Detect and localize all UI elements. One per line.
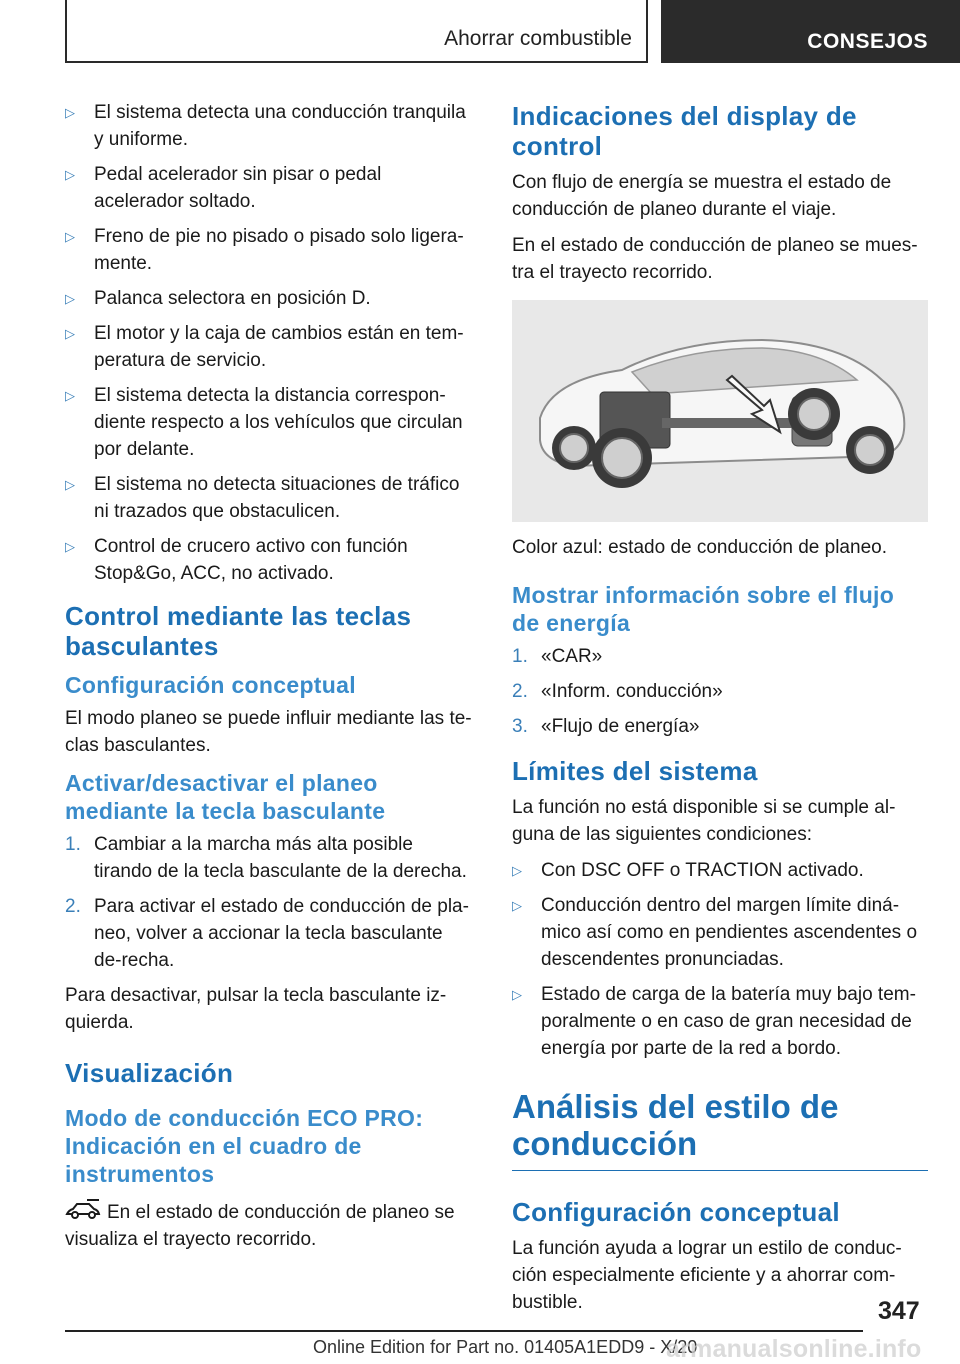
list-item: 2. Para activar el estado de conducción de pla‐neo, volver a accionar la tecla basculante de‐recha. bbox=[65, 896, 469, 971]
image-caption: Color azul: estado de conducción de planeo. bbox=[512, 537, 887, 558]
list-item: ▷ Estado de carga de la batería muy bajo tem‐poralmente o en caso de gran necesidad de energía por parte de la red a bordo. bbox=[512, 981, 928, 1062]
paragraph-config: El modo planeo se puede influir mediante las te‐clas basculantes. bbox=[65, 708, 472, 756]
list-item: 1. Cambiar a la marcha más alta posible tirando de la tecla basculante de la derecha. bbox=[65, 834, 467, 882]
heading-config-conceptual-2: Configuración conceptual bbox=[512, 1197, 840, 1227]
triangle-bullet-icon: ▷ bbox=[65, 539, 75, 554]
list-item: ▷ El motor y la caja de cambios están en tem‐peratura de servicio. bbox=[65, 320, 475, 374]
left-column bbox=[65, 99, 475, 1262]
paragraph-trayecto: En el estado de conducción de planeo se mues‐tra el trayecto recorrido. bbox=[512, 235, 918, 283]
steps-list bbox=[65, 831, 475, 974]
triangle-bullet-icon: ▷ bbox=[65, 291, 75, 306]
footer-divider bbox=[65, 1330, 863, 1332]
list-item: ▷ Con DSC OFF o TRACTION activado. bbox=[512, 857, 928, 884]
paragraph-flujo: Con flujo de energía se muestra el estado de conducción de planeo durante el viaje. bbox=[512, 172, 892, 220]
edition-note: Online Edition for Part no. 01405A1EDD9 - X/20 bbox=[313, 1337, 698, 1357]
list-item: 2. «Inform. conducción» bbox=[512, 681, 723, 702]
heading-eco-pro: Modo de conducción ECO PRO: Indicación en el cuadro de instrumentos bbox=[65, 1105, 424, 1187]
heading-analisis-estilo: Análisis del estilo de conducción bbox=[512, 1088, 928, 1171]
heading-config-conceptual: Configuración conceptual bbox=[65, 672, 356, 698]
heading-limites-sistema: Límites del sistema bbox=[512, 756, 758, 786]
watermark: armanualsonline.info bbox=[666, 1335, 922, 1363]
conditions-list bbox=[65, 99, 475, 587]
triangle-bullet-icon: ▷ bbox=[65, 105, 75, 120]
list-item: 1. «CAR» bbox=[512, 646, 603, 667]
list-item: ▷ Freno de pie no pisado o pisado solo ligera‐mente. bbox=[65, 223, 475, 277]
running-header-chapter bbox=[661, 0, 960, 63]
triangle-bullet-icon: ▷ bbox=[512, 987, 522, 1002]
list-item: ▷ El sistema detecta una conducción tranquila y uniforme. bbox=[65, 99, 475, 153]
triangle-bullet-icon: ▷ bbox=[65, 326, 75, 341]
heading-visualizacion: Visualización bbox=[65, 1058, 234, 1088]
triangle-bullet-icon: ▷ bbox=[512, 898, 522, 913]
car-drivetrain-icon bbox=[512, 300, 928, 522]
chapter-title: CONSEJOS bbox=[807, 30, 928, 53]
limits-list bbox=[512, 857, 928, 1062]
triangle-bullet-icon: ▷ bbox=[65, 167, 75, 182]
section-title: Ahorrar combustible bbox=[444, 27, 632, 50]
page-number: 347 bbox=[878, 1297, 920, 1325]
paragraph-eco: En el estado de conducción de planeo se visualiza el trayecto recorrido. bbox=[65, 1198, 475, 1253]
car-energy-flow-illustration bbox=[512, 300, 928, 522]
running-header-section bbox=[65, 0, 648, 63]
heading-display-control: Indicaciones del display de control bbox=[512, 101, 857, 161]
list-item: ▷ El sistema no detecta situaciones de tráfico ni trazados que obstaculicen. bbox=[65, 471, 475, 525]
triangle-bullet-icon: ▷ bbox=[65, 477, 75, 492]
paragraph-desactivar: Para desactivar, pulsar la tecla basculante iz‐quierda. bbox=[65, 985, 447, 1033]
list-item: ▷ Palanca selectora en posición D. bbox=[65, 285, 475, 312]
heading-mostrar-flujo: Mostrar información sobre el flujo de energía bbox=[512, 582, 895, 636]
list-item: ▷ Pedal acelerador sin pisar o pedal acelerador soltado. bbox=[65, 161, 475, 215]
triangle-bullet-icon: ▷ bbox=[65, 229, 75, 244]
paragraph-limites: La función no está disponible si se cumple al‐guna de las siguientes condiciones: bbox=[512, 797, 896, 845]
list-item: ▷ Conducción dentro del margen límite diná‐mico así como en pendientes ascendentes o descendentes pronunciadas. bbox=[512, 892, 928, 973]
triangle-bullet-icon: ▷ bbox=[512, 863, 522, 878]
triangle-bullet-icon: ▷ bbox=[65, 388, 75, 403]
right-column bbox=[512, 99, 928, 1325]
list-item: 3. «Flujo de energía» bbox=[512, 716, 700, 737]
list-item: ▷ Control de crucero activo con función Stop&Go, ACC, no activado. bbox=[65, 533, 475, 587]
heading-activar-desactivar: Activar/desactivar el planeo mediante la tecla basculante bbox=[65, 770, 386, 824]
heading-control-teclas: Control mediante las teclas basculantes bbox=[65, 601, 412, 661]
steps-list bbox=[512, 643, 928, 740]
paragraph-config-2: La función ayuda a lograr un estilo de conduc‐ción especialmente eficiente y a ahorrar com‐bustible. bbox=[512, 1238, 902, 1313]
coasting-car-icon bbox=[65, 1198, 101, 1220]
list-item: ▷ El sistema detecta la distancia correspon‐diente respecto a los vehículos que circulan por delante. bbox=[65, 382, 475, 463]
